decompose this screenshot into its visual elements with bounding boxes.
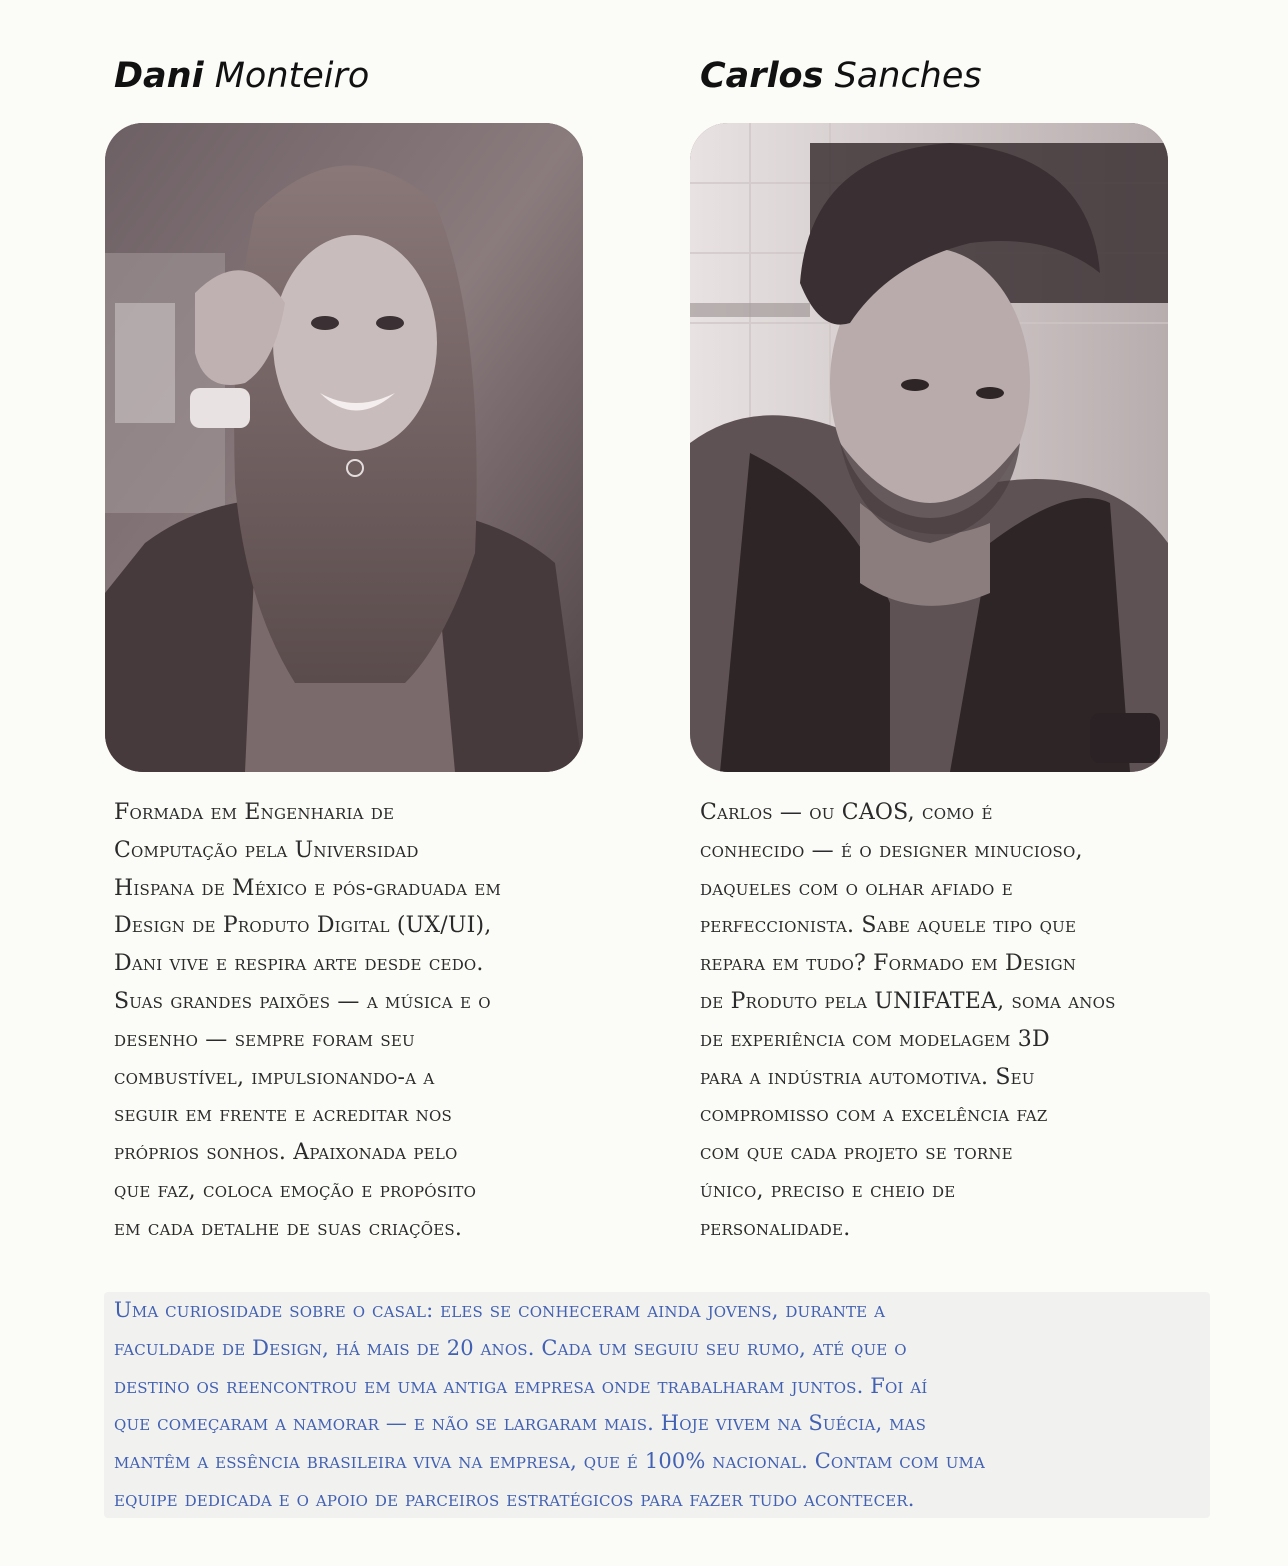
last-name: Monteiro	[214, 56, 370, 96]
profile-name	[114, 52, 369, 100]
profile-bio: Formada em Engenharia de Computação pela Universidad Hispana de México e pós-graduada em Design de Produto Digital (UX/UI), Dani vive e respira arte desde cedo. Suas grandes paixões — a música e o desenho — sempre foram seu combustível, impulsionando-a a seguir em frente e acreditar nos próprios sonhos. Apaixonada pelo que faz, coloca emoção e propósito em cada detalhe de suas criações.	[114, 800, 502, 1241]
first-name: Carlos	[700, 56, 824, 96]
profile-name	[700, 52, 982, 100]
first-name: Dani	[114, 56, 204, 96]
portrait-man-image	[690, 123, 1168, 772]
profile-bio: Carlos — ou CAOS, como é conhecido — é o designer minucioso, daqueles com o olhar afiado e perfeccionista. Sabe aquele tipo que repara em tudo? Formado em Design de Produto pela UNIFATEA, soma anos de experiência com modelagem 3D para a indústria automotiva. Seu compromisso com a excelência faz com que cada projeto se torne único, preciso e cheio de personalidade.	[700, 800, 1116, 1241]
last-name: Sanches	[834, 56, 982, 96]
profile-photo	[690, 123, 1168, 772]
profile-photo	[105, 123, 583, 772]
couple-note	[104, 1292, 1210, 1518]
portrait-woman-image	[105, 123, 583, 772]
note-text: Uma curiosidade sobre o casal: eles se conheceram ainda jovens, durante a faculdade de Design, há mais de 20 anos. Cada um seguiu seu rumo, até que o destino os reencontrou em uma antiga empresa onde trabalharam juntos. Foi aí que começaram a namorar — e não se largaram mais. Hoje vivem na Suécia, mas mantêm a essência brasileira viva na empresa, que é 100% nacional. Contam com uma equipe dedicada e o apoio de parceiros estratégicos para fazer tudo acontecer.	[114, 1298, 986, 1511]
